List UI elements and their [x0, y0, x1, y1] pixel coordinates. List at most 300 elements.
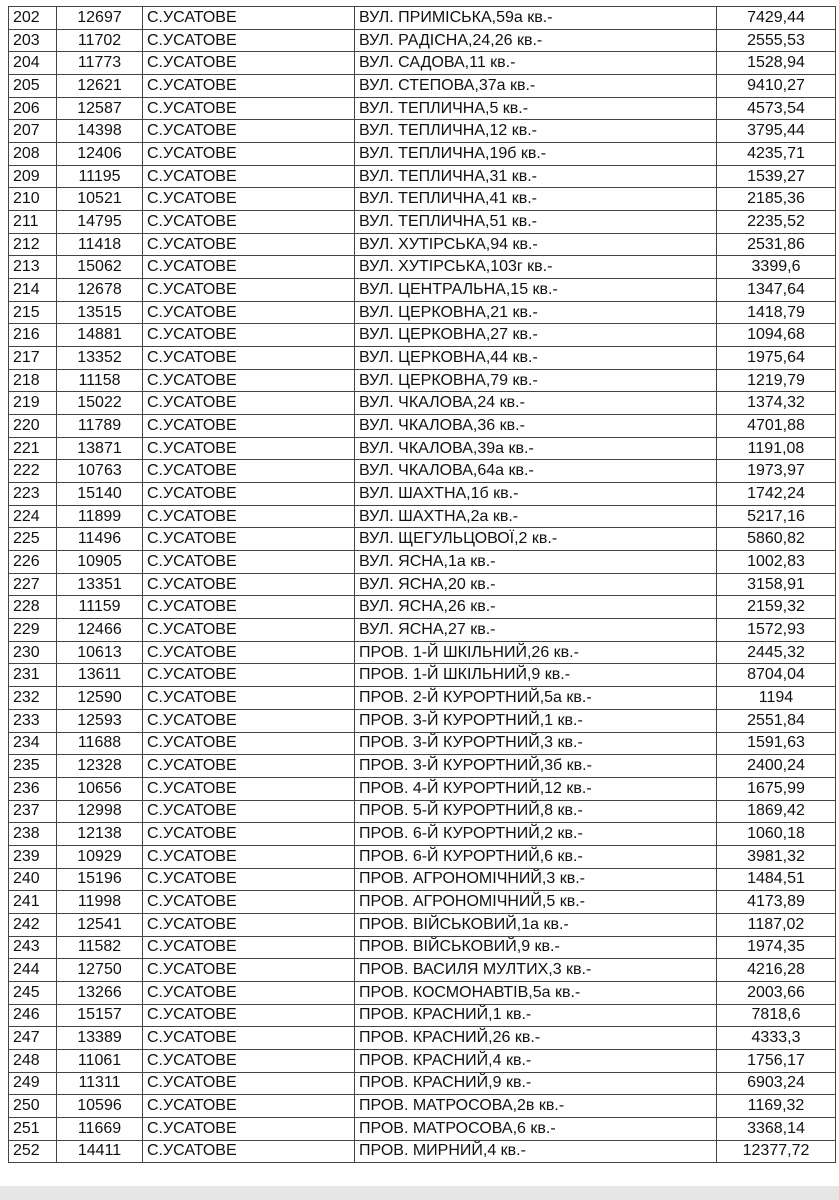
account-code: 12750	[57, 959, 143, 982]
village-name: С.УСАТОВЕ	[143, 845, 355, 868]
table-row	[9, 1095, 836, 1118]
account-code: 11702	[57, 29, 143, 52]
row-number: 203	[9, 29, 57, 52]
account-code: 11195	[57, 165, 143, 188]
village-name: С.УСАТОВЕ	[143, 551, 355, 574]
village-name: С.УСАТОВЕ	[143, 755, 355, 778]
address: ПРОВ. МИРНИЙ,4 кв.-	[355, 1140, 717, 1163]
amount: 1675,99	[717, 777, 836, 800]
village-name: С.УСАТОВЕ	[143, 732, 355, 755]
account-code: 15140	[57, 483, 143, 506]
account-code: 10521	[57, 188, 143, 211]
amount: 5860,82	[717, 528, 836, 551]
amount: 9410,27	[717, 75, 836, 98]
table-row	[9, 75, 836, 98]
address: ПРОВ. 1-Й ШКІЛЬНИЙ,9 кв.-	[355, 664, 717, 687]
address: ПРОВ. 4-Й КУРОРТНИЙ,12 кв.-	[355, 777, 717, 800]
address: ПРОВ. МАТРОСОВА,2в кв.-	[355, 1095, 717, 1118]
row-number: 241	[9, 891, 57, 914]
table-row	[9, 732, 836, 755]
account-code: 11669	[57, 1117, 143, 1140]
amount: 1572,93	[717, 619, 836, 642]
row-number: 251	[9, 1117, 57, 1140]
address: ПРОВ. МАТРОСОВА,6 кв.-	[355, 1117, 717, 1140]
amount: 12377,72	[717, 1140, 836, 1163]
amount: 3981,32	[717, 845, 836, 868]
row-number: 205	[9, 75, 57, 98]
village-name: С.УСАТОВЕ	[143, 664, 355, 687]
row-number: 211	[9, 211, 57, 234]
account-code: 12328	[57, 755, 143, 778]
table-row	[9, 687, 836, 710]
table-row	[9, 573, 836, 596]
address: ВУЛ. ЧКАЛОВА,64а кв.-	[355, 460, 717, 483]
amount: 1539,27	[717, 165, 836, 188]
address: ВУЛ. ТЕПЛИЧНА,31 кв.-	[355, 165, 717, 188]
table-row	[9, 709, 836, 732]
row-number: 224	[9, 505, 57, 528]
amount: 1756,17	[717, 1049, 836, 1072]
village-name: С.УСАТОВЕ	[143, 483, 355, 506]
row-number: 207	[9, 120, 57, 143]
table-row	[9, 913, 836, 936]
account-code: 11899	[57, 505, 143, 528]
row-number: 231	[9, 664, 57, 687]
village-name: С.УСАТОВЕ	[143, 641, 355, 664]
account-code: 12590	[57, 687, 143, 710]
bottom-margin	[0, 1186, 839, 1200]
row-number: 202	[9, 7, 57, 30]
row-number: 238	[9, 823, 57, 846]
table-row	[9, 868, 836, 891]
amount: 1347,64	[717, 279, 836, 302]
village-name: С.УСАТОВЕ	[143, 211, 355, 234]
debt-table-body	[9, 7, 836, 1163]
account-code: 14411	[57, 1140, 143, 1163]
table-row	[9, 823, 836, 846]
row-number: 239	[9, 845, 57, 868]
table-row	[9, 800, 836, 823]
table-row	[9, 777, 836, 800]
row-number: 226	[9, 551, 57, 574]
table-row	[9, 301, 836, 324]
village-name: С.УСАТОВЕ	[143, 369, 355, 392]
table-row	[9, 29, 836, 52]
address: ПРОВ. КОСМОНАВТІВ,5а кв.-	[355, 981, 717, 1004]
village-name: С.УСАТОВЕ	[143, 505, 355, 528]
table-row	[9, 1049, 836, 1072]
row-number: 212	[9, 233, 57, 256]
row-number: 230	[9, 641, 57, 664]
address: ВУЛ. ТЕПЛИЧНА,12 кв.-	[355, 120, 717, 143]
account-code: 12678	[57, 279, 143, 302]
account-code: 10656	[57, 777, 143, 800]
village-name: С.УСАТОВЕ	[143, 800, 355, 823]
address: ПРОВ. КРАСНИЙ,9 кв.-	[355, 1072, 717, 1095]
amount: 1094,68	[717, 324, 836, 347]
amount: 1002,83	[717, 551, 836, 574]
village-name: С.УСАТОВЕ	[143, 301, 355, 324]
address: ВУЛ. ШАХТНА,1б кв.-	[355, 483, 717, 506]
amount: 1374,32	[717, 392, 836, 415]
amount: 1591,63	[717, 732, 836, 755]
village-name: С.УСАТОВЕ	[143, 619, 355, 642]
amount: 1484,51	[717, 868, 836, 891]
row-number: 252	[9, 1140, 57, 1163]
amount: 4701,88	[717, 415, 836, 438]
address: ПРОВ. 6-Й КУРОРТНИЙ,6 кв.-	[355, 845, 717, 868]
row-number: 233	[9, 709, 57, 732]
table-row	[9, 551, 836, 574]
row-number: 236	[9, 777, 57, 800]
table-row	[9, 120, 836, 143]
amount: 1418,79	[717, 301, 836, 324]
amount: 3158,91	[717, 573, 836, 596]
row-number: 234	[9, 732, 57, 755]
village-name: С.УСАТОВЕ	[143, 324, 355, 347]
row-number: 229	[9, 619, 57, 642]
account-code: 11418	[57, 233, 143, 256]
amount: 2003,66	[717, 981, 836, 1004]
table-row	[9, 143, 836, 166]
account-code: 12406	[57, 143, 143, 166]
account-code: 12587	[57, 97, 143, 120]
account-code: 11311	[57, 1072, 143, 1095]
table-row	[9, 437, 836, 460]
address: ВУЛ. ЧКАЛОВА,39а кв.-	[355, 437, 717, 460]
village-name: С.УСАТОВЕ	[143, 777, 355, 800]
table-row	[9, 369, 836, 392]
address: ПРОВ. КРАСНИЙ,26 кв.-	[355, 1027, 717, 1050]
village-name: С.УСАТОВЕ	[143, 936, 355, 959]
account-code: 11496	[57, 528, 143, 551]
address: ВУЛ. ТЕПЛИЧНА,5 кв.-	[355, 97, 717, 120]
row-number: 250	[9, 1095, 57, 1118]
address: ПРОВ. 6-Й КУРОРТНИЙ,2 кв.-	[355, 823, 717, 846]
table-row	[9, 1004, 836, 1027]
village-name: С.УСАТОВЕ	[143, 868, 355, 891]
address: ПРОВ. 2-Й КУРОРТНИЙ,5а кв.-	[355, 687, 717, 710]
account-code: 12466	[57, 619, 143, 642]
address: ВУЛ. ЦЕРКОВНА,44 кв.-	[355, 347, 717, 370]
table-row	[9, 460, 836, 483]
row-number: 242	[9, 913, 57, 936]
row-number: 208	[9, 143, 57, 166]
account-code: 12621	[57, 75, 143, 98]
village-name: С.УСАТОВЕ	[143, 1072, 355, 1095]
account-code: 12593	[57, 709, 143, 732]
account-code: 13352	[57, 347, 143, 370]
address: ВУЛ. СТЕПОВА,37а кв.-	[355, 75, 717, 98]
row-number: 247	[9, 1027, 57, 1050]
village-name: С.УСАТОВЕ	[143, 347, 355, 370]
table-row	[9, 505, 836, 528]
village-name: С.УСАТОВЕ	[143, 7, 355, 30]
table-row	[9, 165, 836, 188]
row-number: 223	[9, 483, 57, 506]
account-code: 12998	[57, 800, 143, 823]
account-code: 15062	[57, 256, 143, 279]
village-name: С.УСАТОВЕ	[143, 415, 355, 438]
village-name: С.УСАТОВЕ	[143, 687, 355, 710]
address: ВУЛ. ЩЕГУЛЬЦОВОЇ,2 кв.-	[355, 528, 717, 551]
table-row	[9, 1117, 836, 1140]
row-number: 204	[9, 52, 57, 75]
amount: 1869,42	[717, 800, 836, 823]
amount: 2235,52	[717, 211, 836, 234]
account-code: 15157	[57, 1004, 143, 1027]
account-code: 13266	[57, 981, 143, 1004]
amount: 2185,36	[717, 188, 836, 211]
account-code: 14881	[57, 324, 143, 347]
amount: 1528,94	[717, 52, 836, 75]
table-row	[9, 483, 836, 506]
amount: 6903,24	[717, 1072, 836, 1095]
address: ВУЛ. ЯСНА,1а кв.-	[355, 551, 717, 574]
village-name: С.УСАТОВЕ	[143, 279, 355, 302]
village-name: С.УСАТОВЕ	[143, 437, 355, 460]
address: ВУЛ. ПРИМІСЬКА,59а кв.-	[355, 7, 717, 30]
amount: 2531,86	[717, 233, 836, 256]
table-row	[9, 415, 836, 438]
amount: 3399,6	[717, 256, 836, 279]
account-code: 13611	[57, 664, 143, 687]
table-row	[9, 211, 836, 234]
row-number: 240	[9, 868, 57, 891]
table-row	[9, 1072, 836, 1095]
amount: 2400,24	[717, 755, 836, 778]
amount: 1219,79	[717, 369, 836, 392]
table-row	[9, 891, 836, 914]
row-number: 213	[9, 256, 57, 279]
row-number: 243	[9, 936, 57, 959]
address: ВУЛ. ЯСНА,27 кв.-	[355, 619, 717, 642]
amount: 4216,28	[717, 959, 836, 982]
village-name: С.УСАТОВЕ	[143, 75, 355, 98]
village-name: С.УСАТОВЕ	[143, 143, 355, 166]
address: ПРОВ. ВІЙСЬКОВИЙ,1а кв.-	[355, 913, 717, 936]
address: ВУЛ. ЧКАЛОВА,24 кв.-	[355, 392, 717, 415]
account-code: 12697	[57, 7, 143, 30]
amount: 1974,35	[717, 936, 836, 959]
table-row	[9, 188, 836, 211]
village-name: С.УСАТОВЕ	[143, 1004, 355, 1027]
account-code: 11998	[57, 891, 143, 914]
village-name: С.УСАТОВЕ	[143, 528, 355, 551]
row-number: 228	[9, 596, 57, 619]
village-name: С.УСАТОВЕ	[143, 981, 355, 1004]
table-row	[9, 347, 836, 370]
table-row	[9, 324, 836, 347]
village-name: С.УСАТОВЕ	[143, 460, 355, 483]
table-row	[9, 97, 836, 120]
amount: 2445,32	[717, 641, 836, 664]
table-row	[9, 596, 836, 619]
account-code: 11061	[57, 1049, 143, 1072]
table-row	[9, 619, 836, 642]
account-code: 13515	[57, 301, 143, 324]
row-number: 225	[9, 528, 57, 551]
row-number: 222	[9, 460, 57, 483]
amount: 1973,97	[717, 460, 836, 483]
row-number: 248	[9, 1049, 57, 1072]
address: ПРОВ. ВІЙСЬКОВИЙ,9 кв.-	[355, 936, 717, 959]
address: ВУЛ. ШАХТНА,2а кв.-	[355, 505, 717, 528]
row-number: 210	[9, 188, 57, 211]
account-code: 13871	[57, 437, 143, 460]
account-code: 12541	[57, 913, 143, 936]
table-row	[9, 52, 836, 75]
village-name: С.УСАТОВЕ	[143, 891, 355, 914]
account-code: 15196	[57, 868, 143, 891]
row-number: 214	[9, 279, 57, 302]
village-name: С.УСАТОВЕ	[143, 913, 355, 936]
row-number: 246	[9, 1004, 57, 1027]
address: ПРОВ. КРАСНИЙ,4 кв.-	[355, 1049, 717, 1072]
village-name: С.УСАТОВЕ	[143, 573, 355, 596]
amount: 2551,84	[717, 709, 836, 732]
address: ВУЛ. ЦЕРКОВНА,79 кв.-	[355, 369, 717, 392]
account-code: 10763	[57, 460, 143, 483]
amount: 1187,02	[717, 913, 836, 936]
table-row	[9, 936, 836, 959]
address: ПРОВ. КРАСНИЙ,1 кв.-	[355, 1004, 717, 1027]
row-number: 219	[9, 392, 57, 415]
village-name: С.УСАТОВЕ	[143, 233, 355, 256]
address: ПРОВ. 3-Й КУРОРТНИЙ,3 кв.-	[355, 732, 717, 755]
account-code: 11688	[57, 732, 143, 755]
row-number: 235	[9, 755, 57, 778]
village-name: С.УСАТОВЕ	[143, 1027, 355, 1050]
address: ВУЛ. ЦЕНТРАЛЬНА,15 кв.-	[355, 279, 717, 302]
village-name: С.УСАТОВЕ	[143, 1049, 355, 1072]
row-number: 206	[9, 97, 57, 120]
amount: 3368,14	[717, 1117, 836, 1140]
row-number: 218	[9, 369, 57, 392]
village-name: С.УСАТОВЕ	[143, 29, 355, 52]
table-row	[9, 755, 836, 778]
amount: 1060,18	[717, 823, 836, 846]
table-row	[9, 256, 836, 279]
address: ВУЛ. ЯСНА,26 кв.-	[355, 596, 717, 619]
address: ПРОВ. АГРОНОМІЧНИЙ,3 кв.-	[355, 868, 717, 891]
amount: 8704,04	[717, 664, 836, 687]
amount: 4333,3	[717, 1027, 836, 1050]
row-number: 232	[9, 687, 57, 710]
address: ПРОВ. ВАСИЛЯ МУЛТИХ,3 кв.-	[355, 959, 717, 982]
row-number: 209	[9, 165, 57, 188]
amount: 7429,44	[717, 7, 836, 30]
row-number: 215	[9, 301, 57, 324]
village-name: С.УСАТОВЕ	[143, 165, 355, 188]
row-number: 220	[9, 415, 57, 438]
amount: 4173,89	[717, 891, 836, 914]
table-row	[9, 959, 836, 982]
table-row	[9, 981, 836, 1004]
account-code: 13389	[57, 1027, 143, 1050]
row-number: 221	[9, 437, 57, 460]
amount: 3795,44	[717, 120, 836, 143]
account-code: 11582	[57, 936, 143, 959]
village-name: С.УСАТОВЕ	[143, 823, 355, 846]
amount: 4573,54	[717, 97, 836, 120]
village-name: С.УСАТОВЕ	[143, 97, 355, 120]
amount: 1742,24	[717, 483, 836, 506]
village-name: С.УСАТОВЕ	[143, 120, 355, 143]
table-row	[9, 664, 836, 687]
row-number: 245	[9, 981, 57, 1004]
debt-table	[8, 6, 836, 1163]
amount: 1194	[717, 687, 836, 710]
village-name: С.УСАТОВЕ	[143, 709, 355, 732]
address: ВУЛ. РАДІСНА,24,26 кв.-	[355, 29, 717, 52]
row-number: 237	[9, 800, 57, 823]
village-name: С.УСАТОВЕ	[143, 188, 355, 211]
account-code: 11159	[57, 596, 143, 619]
address: ВУЛ. ЧКАЛОВА,36 кв.-	[355, 415, 717, 438]
amount: 1191,08	[717, 437, 836, 460]
table-row	[9, 845, 836, 868]
table-row	[9, 528, 836, 551]
village-name: С.УСАТОВЕ	[143, 256, 355, 279]
address: ВУЛ. ЦЕРКОВНА,21 кв.-	[355, 301, 717, 324]
village-name: С.УСАТОВЕ	[143, 1095, 355, 1118]
table-row	[9, 233, 836, 256]
amount: 2159,32	[717, 596, 836, 619]
village-name: С.УСАТОВЕ	[143, 596, 355, 619]
row-number: 249	[9, 1072, 57, 1095]
account-code: 14795	[57, 211, 143, 234]
amount: 7818,6	[717, 1004, 836, 1027]
address: ВУЛ. ХУТІРСЬКА,103г кв.-	[355, 256, 717, 279]
account-code: 10596	[57, 1095, 143, 1118]
address: ВУЛ. САДОВА,11 кв.-	[355, 52, 717, 75]
address: ВУЛ. ТЕПЛИЧНА,51 кв.-	[355, 211, 717, 234]
row-number: 227	[9, 573, 57, 596]
village-name: С.УСАТОВЕ	[143, 1140, 355, 1163]
account-code: 10613	[57, 641, 143, 664]
table-row	[9, 1140, 836, 1163]
account-code: 15022	[57, 392, 143, 415]
account-code: 12138	[57, 823, 143, 846]
address: ПРОВ. 3-Й КУРОРТНИЙ,3б кв.-	[355, 755, 717, 778]
account-code: 14398	[57, 120, 143, 143]
account-code: 10905	[57, 551, 143, 574]
address: ПРОВ. АГРОНОМІЧНИЙ,5 кв.-	[355, 891, 717, 914]
table-row	[9, 279, 836, 302]
account-code: 13351	[57, 573, 143, 596]
amount: 1169,32	[717, 1095, 836, 1118]
village-name: С.УСАТОВЕ	[143, 52, 355, 75]
row-number: 244	[9, 959, 57, 982]
village-name: С.УСАТОВЕ	[143, 1117, 355, 1140]
account-code: 10929	[57, 845, 143, 868]
village-name: С.УСАТОВЕ	[143, 392, 355, 415]
account-code: 11789	[57, 415, 143, 438]
address: ВУЛ. ХУТІРСЬКА,94 кв.-	[355, 233, 717, 256]
row-number: 216	[9, 324, 57, 347]
table-row	[9, 641, 836, 664]
row-number: 217	[9, 347, 57, 370]
village-name: С.УСАТОВЕ	[143, 959, 355, 982]
amount: 5217,16	[717, 505, 836, 528]
table-row	[9, 1027, 836, 1050]
amount: 4235,71	[717, 143, 836, 166]
address: ПРОВ. 1-Й ШКІЛЬНИЙ,26 кв.-	[355, 641, 717, 664]
amount: 1975,64	[717, 347, 836, 370]
address: ВУЛ. ЦЕРКОВНА,27 кв.-	[355, 324, 717, 347]
address: ПРОВ. 5-Й КУРОРТНИЙ,8 кв.-	[355, 800, 717, 823]
